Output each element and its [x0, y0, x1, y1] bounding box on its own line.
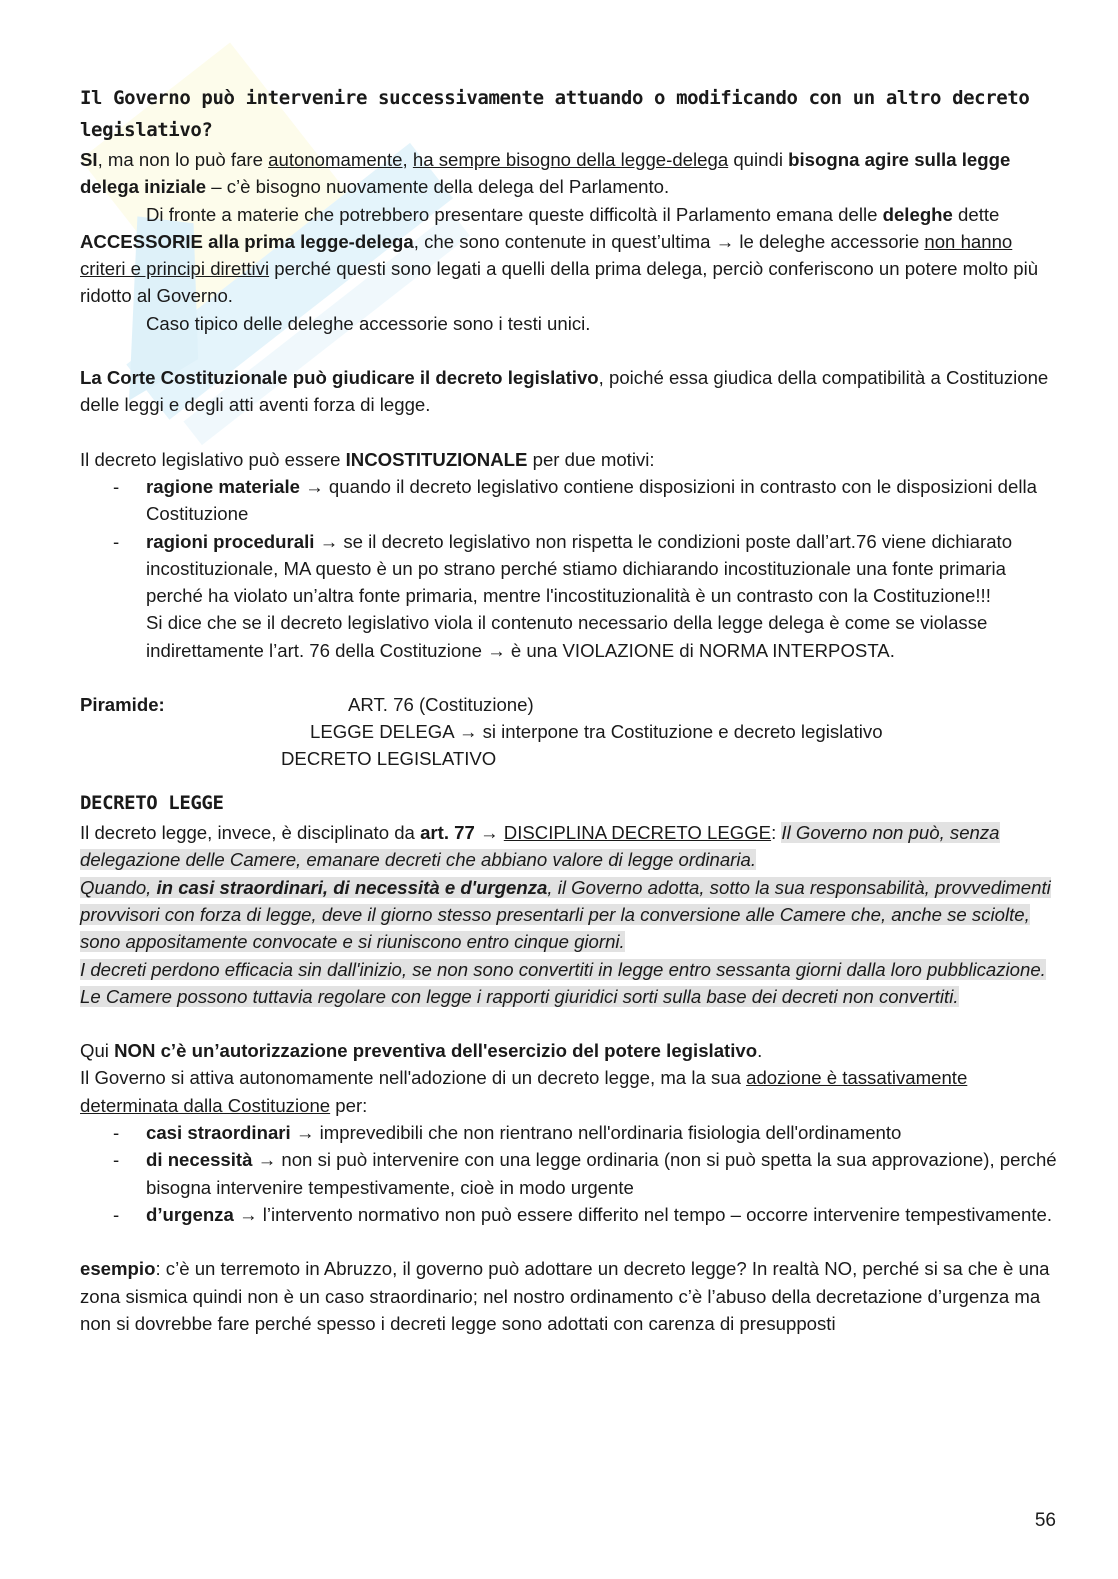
paragraph-art-77: Il decreto legge, invece, è disciplinato da art. 77 → DISCIPLINA DECRETO LEGGE: Il Governo non può, senza delegazione delle Camere, emanare decreti che abbiano valore di legge ordinaria.: [80, 822, 1000, 871]
page-content: [80, 82, 1060, 1337]
piramide-block: [80, 691, 1060, 773]
paragraph-esempio: esempio: c’è un terremoto in Abruzzo, il governo può adottare un decreto legge? In realtà NO, perché si sa che è una zona sismica quindi non è un caso straordinario; nel nostro ordinamento c’è l’abuso della decretazione d’urgenza ma non si dovrebbe fare perché spesso i decreti legge sono adottati con carenza di presupposti: [80, 1258, 1050, 1334]
paragraph-deleghe-accessorie: Di fronte a materie che potrebbero presentare queste difficoltà il Parlamento emana delle deleghe dette ACCESSORIE alla prima legge-delega, che sono contenute in quest’ultima → le deleghe accessorie non hanno criteri e principi direttivi perché questi sono legati a quelli della prima delega, perciò conferiscono un potere molto più ridotto al Governo.: [80, 203, 1039, 307]
list-item: - casi straordinari → imprevedibili che non rientrano nell'ordinaria fisiologia dell'ordinamento: [80, 1119, 1060, 1146]
paragraph-si: SI, ma non lo può fare autonomamente, ha sempre bisogno della legge-delega quindi bisogna agire sulla legge delega iniziale – c’è bisogno nuovamente della delega del Parlamento.: [80, 149, 1011, 198]
paragraph-adozione: Il Governo si attiva autonomamente nell'adozione di un decreto legge, ma la sua adozione è tassativamente determinata dalla Costituzione per:: [80, 1067, 968, 1116]
piramide-level-3: DECRETO LEGISLATIVO: [281, 748, 497, 770]
paragraph-corte-costituzionale: La Corte Costituzionale può giudicare il decreto legislativo, poiché essa giudica della compatibilità a Costituzione delle leggi e degli atti aventi forza di legge.: [80, 367, 1049, 416]
piramide-label: Piramide:: [80, 694, 165, 716]
list-item: - d’urgenza → l’intervento normativo non può essere differito nel tempo – occorre intervenire tempestivamente.: [80, 1201, 1060, 1228]
presupposti-list: [80, 1119, 1060, 1228]
paragraph-norma-interposta: Si dice che se il decreto legislativo viola il contenuto necessario della legge delega è come se violasse indirettamente l’art. 76 della Costituzione → è una VIOLAZIONE di NORMA INTERPOSTA.: [146, 612, 988, 661]
paragraph-testi-unici: Caso tipico delle deleghe accessorie sono i testi unici.: [146, 312, 591, 334]
piramide-level-2: LEGGE DELEGA → si interpone tra Costituzione e decreto legislativo: [310, 721, 883, 743]
list-item: - di necessità → non si può intervenire con una legge ordinaria (non si può spetta la sua approvazione), perché bisogna intervenire tempestivamente, cioè in modo urgente: [80, 1146, 1060, 1201]
paragraph-autorizzazione: Qui NON c’è un’autorizzazione preventiva dell'esercizio del potere legislativo.: [80, 1040, 763, 1062]
page-number: 56: [1034, 1510, 1056, 1531]
list-item: - ragione materiale → quando il decreto legislativo contiene disposizioni in contrasto con le disposizioni della Costituzione: [80, 473, 1060, 528]
list-item: - ragioni procedurali → se il decreto legislativo non rispetta le condizioni poste dall’art.76 viene dichiarato incostituzionale, MA questo è un po strano perché stiamo dichiarando incostituzionale una fonte primaria perché ha violato un’altra fonte primaria, mentre l'incostituzionalità è un contrasto con la Costituzione!!!: [80, 528, 1060, 610]
question-heading: Il Governo può intervenire successivamente attuando o modificando con un altro decreto legislativo?: [80, 87, 1030, 141]
section-heading-decreto-legge: DECRETO LEGGE: [80, 792, 224, 815]
quote-art-77-comma-3: I decreti perdono efficacia sin dall'inizio, se non sono convertiti in legge entro sessanta giorni dalla loro pubblicazione. Le Camere possono tuttavia regolare con legge i rapporti giuridici sorti sulla base dei decreti non convertiti.: [80, 958, 1046, 1007]
incostituzionale-list: [80, 473, 1060, 609]
paragraph-incostituzionale: Il decreto legislativo può essere INCOSTITUZIONALE per due motivi:: [80, 448, 655, 470]
piramide-level-1: ART. 76 (Costituzione): [348, 694, 534, 716]
quote-art-77-comma-2: Quando, in casi straordinari, di necessità e d'urgenza, il Governo adotta, sotto la sua responsabilità, provvedimenti provvisori con forza di legge, deve il giorno stesso presentarli per la conversione alle Camere che, anche se sciolte, sono appositamente convocate e si riuniscono entro cinque giorni.: [80, 876, 1051, 953]
